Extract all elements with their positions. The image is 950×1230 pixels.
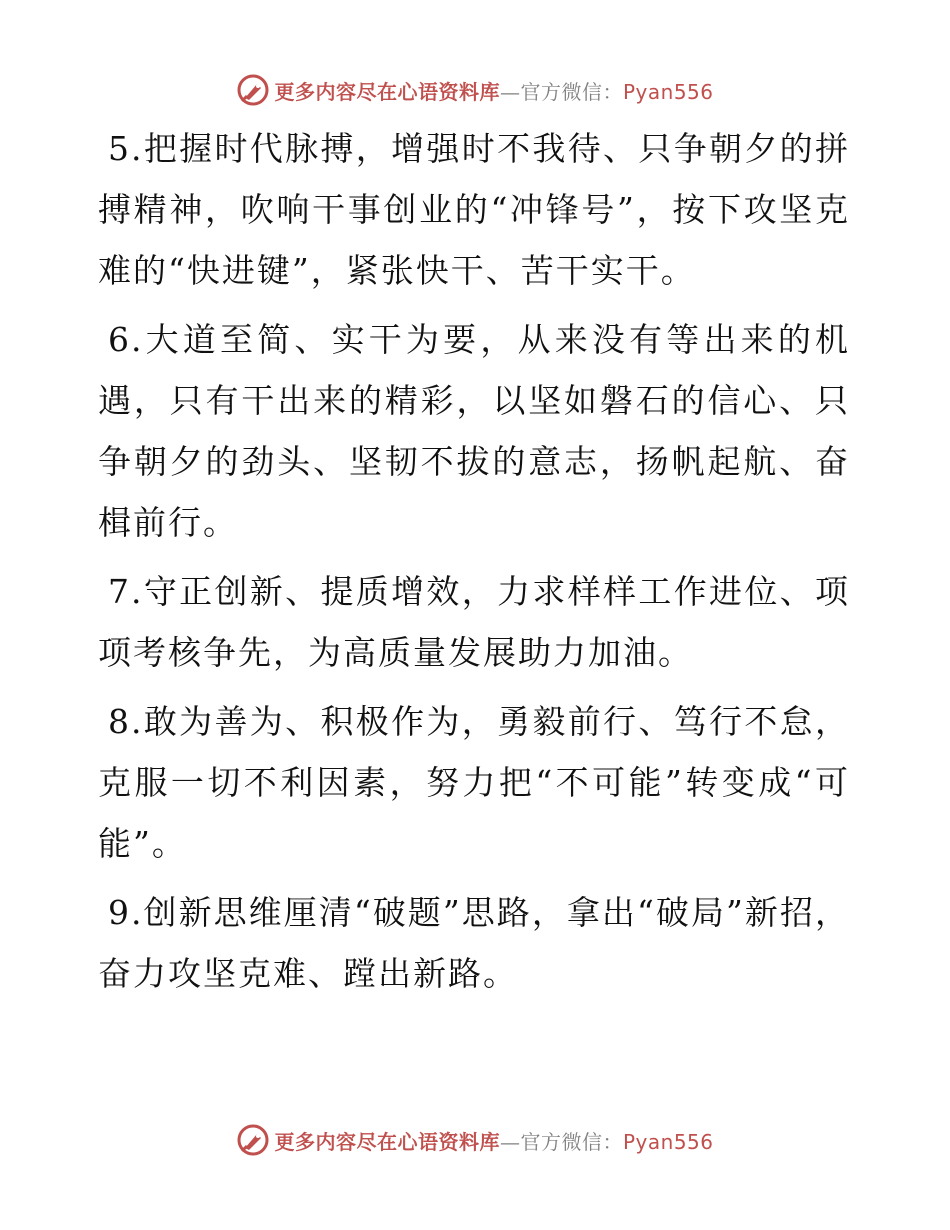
header-text (274, 76, 713, 105)
paragraph-7 (98, 561, 850, 683)
footer-handle: Pyan556 (622, 1129, 714, 1154)
header-banner (0, 70, 950, 110)
header-handle: Pyan556 (622, 79, 714, 104)
paragraph-5 (98, 118, 850, 301)
paragraph-number: 9. (108, 893, 144, 932)
header-brand: 更多内容尽在心语资料库 (274, 79, 500, 104)
paragraph-8 (98, 691, 850, 874)
footer-label: 官方微信： (520, 1129, 623, 1154)
pen-nib-logo-icon (236, 1123, 270, 1157)
paragraph-text: 大道至简、实干为要，从来没有等出来的机遇，只有干出来的精彩，以坚如磐石的信心、只争朝夕的劲头、坚韧不拔的意志，扬帆起航、奋楫前行。 (98, 320, 850, 542)
paragraph-number: 8. (108, 702, 144, 741)
paragraph-text: 守正创新、提质增效，力求样样工作进位、项项考核争先，为高质量发展助力加油。 (98, 572, 850, 672)
paragraph-number: 7. (108, 572, 144, 611)
paragraph-number: 5. (108, 129, 144, 168)
paragraph-9 (98, 882, 850, 1004)
footer-brand: 更多内容尽在心语资料库 (274, 1129, 500, 1154)
paragraph-text: 创新思维厘清“破题”思路，拿出“破局”新招，奋力攻坚克难、蹚出新路。 (98, 893, 850, 993)
paragraph-number: 6. (108, 320, 144, 359)
header-dash: — (499, 79, 521, 104)
header-label: 官方微信： (520, 79, 623, 104)
footer-text (274, 1126, 713, 1155)
footer-banner (0, 1120, 950, 1160)
pen-nib-logo-icon (236, 73, 270, 107)
footer-dash: — (499, 1129, 521, 1154)
paragraph-text: 敢为善为、积极作为，勇毅前行、笃行不怠，克服一切不利因素，努力把“不可能”转变成“可能”。 (98, 702, 850, 863)
main-content (98, 118, 850, 1012)
paragraph-6 (98, 309, 850, 553)
paragraph-text: 把握时代脉搏，增强时不我待、只争朝夕的拼搏精神，吹响干事创业的“冲锋号”，按下攻坚克难的“快进键”，紧张快干、苦干实干。 (98, 129, 850, 290)
